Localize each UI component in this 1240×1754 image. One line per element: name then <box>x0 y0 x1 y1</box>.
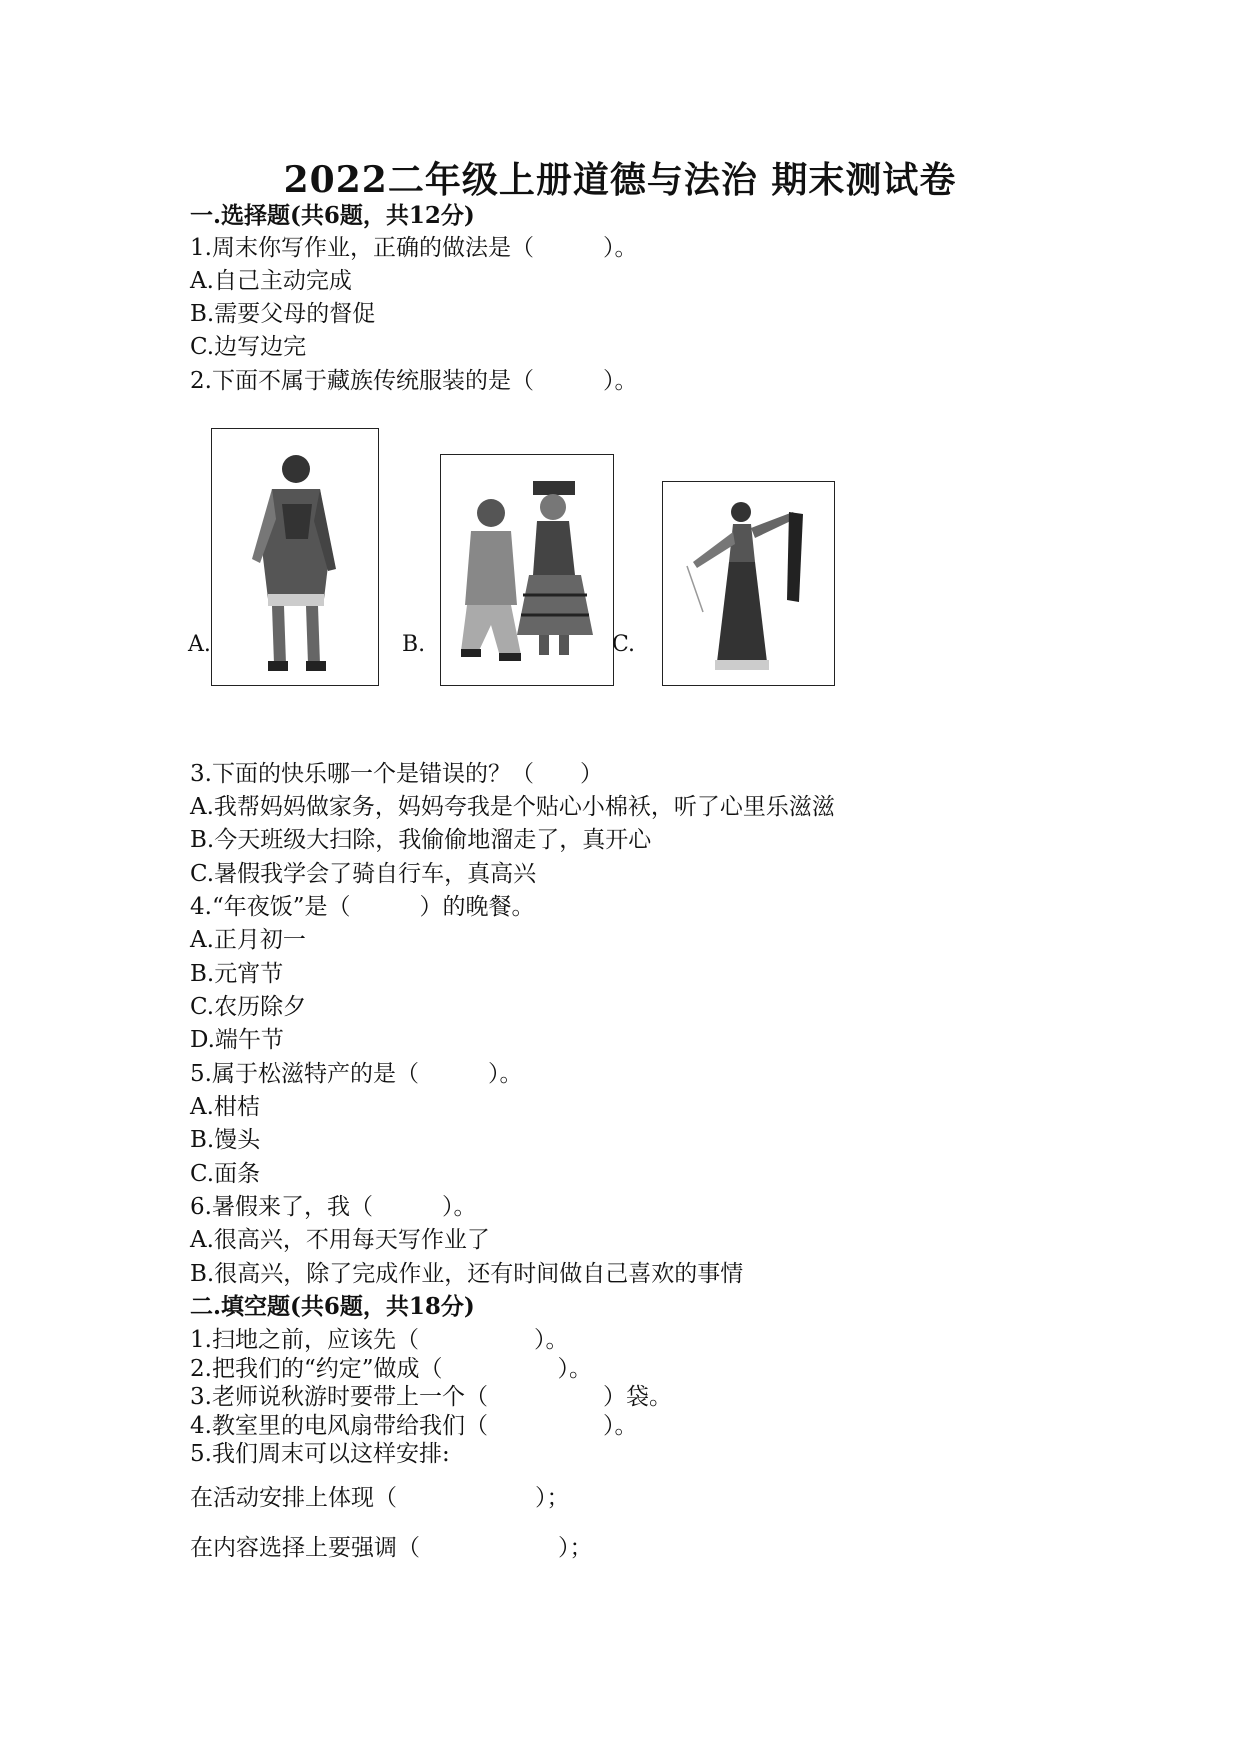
image-option-c <box>662 481 835 686</box>
question-3-option-b: B.今天班级大扫除，我偷偷地溜走了，真开心 <box>190 827 652 853</box>
question-6-option-b: B.很高兴，除了完成作业，还有时间做自己喜欢的事情 <box>190 1261 744 1287</box>
question-1-stem: 1.周末你写作业，正确的做法是（ ）。 <box>190 235 638 261</box>
image-option-b <box>440 454 614 686</box>
fill-item-3: 3.老师说秋游时要带上一个（ ）袋。 <box>190 1384 672 1410</box>
question-4-option-c: C.农历除夕 <box>190 994 307 1020</box>
question-3-option-c: C.暑假我学会了骑自行车，真高兴 <box>190 861 537 887</box>
couple-miao-costume-icon <box>441 455 613 685</box>
question-4-stem: 4.“年夜饭”是（ ）的晚餐。 <box>190 894 535 920</box>
image-option-a <box>211 428 379 686</box>
question-4-option-b: B.元宵节 <box>190 961 284 987</box>
fill-item-5-activity: 在活动安排上体现（ ）； <box>190 1485 570 1511</box>
question-2-stem: 2.下面不属于藏族传统服装的是（ ）。 <box>190 368 638 394</box>
question-1-option-c: C.边写边完 <box>190 334 307 360</box>
fill-item-1: 1.扫地之前，应该先（ ）。 <box>190 1327 569 1353</box>
question-6-option-a: A.很高兴，不用每天写作业了 <box>190 1227 490 1253</box>
question-6-stem: 6.暑假来了，我（ ）。 <box>190 1194 477 1220</box>
section-2-heading: 二.填空题(共6题，共18分) <box>190 1293 475 1320</box>
image-option-label-b: B. <box>402 632 426 657</box>
image-option-label-c: C. <box>612 632 636 657</box>
question-1-option-b: B.需要父母的督促 <box>190 301 376 327</box>
image-option-label-a: A. <box>188 632 211 657</box>
question-4-option-d: D.端午节 <box>190 1027 284 1053</box>
question-3-stem: 3.下面的快乐哪一个是错误的？（ ） <box>190 761 603 787</box>
fill-item-4: 4.教室里的电风扇带给我们（ ）。 <box>190 1413 638 1439</box>
page-title: 2022二年级上册道德与法治 期末测试卷 <box>283 159 957 201</box>
woman-tibetan-dancer-icon <box>663 482 834 685</box>
question-1-option-a: A.自己主动完成 <box>190 268 352 294</box>
question-4-option-a: A.正月初一 <box>190 927 306 953</box>
question-5-option-a: A.柑桔 <box>190 1094 260 1120</box>
section-1-heading: 一.选择题(共6题，共12分) <box>190 202 475 229</box>
question-5-stem: 5.属于松滋特产的是（ ）。 <box>190 1061 523 1087</box>
man-tibetan-costume-icon <box>212 429 378 685</box>
fill-item-5: 5.我们周末可以这样安排: <box>190 1441 450 1467</box>
fill-item-2: 2.把我们的“约定”做成（ ）。 <box>190 1356 592 1382</box>
fill-item-5-content: 在内容选择上要强调（ ）； <box>190 1535 593 1561</box>
question-3-option-a: A.我帮妈妈做家务，妈妈夸我是个贴心小棉袄，听了心里乐滋滋 <box>190 794 835 820</box>
question-5-option-b: B.馒头 <box>190 1127 261 1153</box>
question-5-option-c: C.面条 <box>190 1161 261 1187</box>
